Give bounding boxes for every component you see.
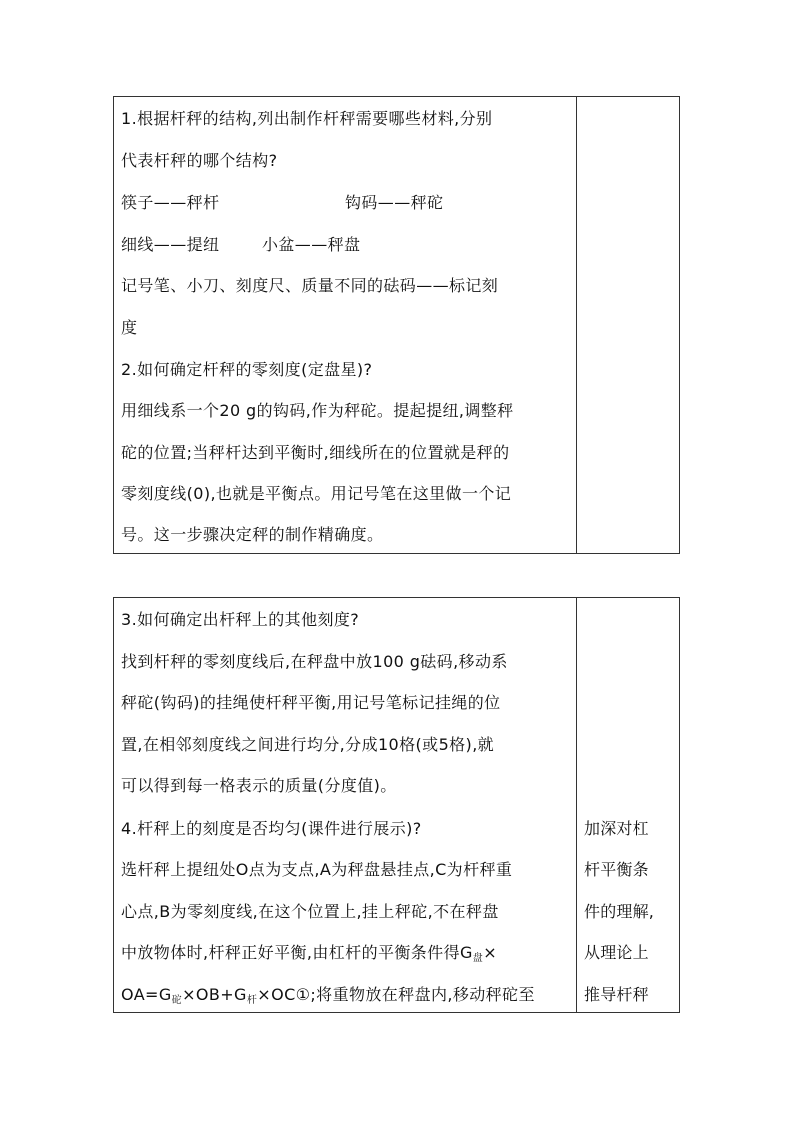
- formula-oa: OA=G: [121, 985, 172, 1004]
- formula-ob: ×OB+G: [182, 985, 247, 1004]
- column-divider: [576, 598, 577, 1012]
- answer-4-line-3: [121, 943, 497, 963]
- times-sign: ×: [483, 943, 497, 962]
- answer-2-line-4: 号。这一步骤决定秤的制作精确度。: [121, 525, 384, 544]
- answer-3-line-3: 置,在相邻刻度线之间进行均分,分成10格(或5格),就: [121, 735, 495, 754]
- note-line-5: 推导杆秤: [584, 985, 649, 1004]
- material-chopsticks: 筷子——秤杆: [121, 193, 220, 212]
- note-line-4: 从理论上: [584, 943, 649, 962]
- table-materials-zero-scale: [113, 96, 680, 554]
- subscript-pan: 盘: [472, 953, 484, 964]
- question-3: 3.如何确定出杆秤上的其他刻度?: [121, 610, 360, 629]
- answer-2-line-1: 用细线系一个20 g的钩码,作为秤砣。提起提纽,调整秤: [121, 401, 514, 420]
- note-line-3: 件的理解,: [584, 902, 655, 921]
- answer-3-line-4: 可以得到每一格表示的质量(分度值)。: [121, 776, 397, 795]
- answer-4-line-2: 心点,B为零刻度线,在这个位置上,挂上秤砣,不在秤盘: [121, 902, 499, 921]
- answer-3-line-1: 找到杆秤的零刻度线后,在秤盘中放100 g砝码,移动系: [121, 652, 508, 671]
- note-line-2: 杆平衡条: [584, 860, 649, 879]
- question-4: 4.杆秤上的刻度是否均匀(课件进行展示)?: [121, 819, 422, 838]
- note-line-1: 加深对杠: [584, 819, 649, 838]
- question-1-line-2: 代表杆秤的哪个结构?: [121, 151, 278, 170]
- column-divider: [576, 97, 577, 553]
- question-2: 2.如何确定杆秤的零刻度(定盘星)?: [121, 360, 373, 379]
- answer-2-line-2: 砣的位置;当秤杆达到平衡时,细线所在的位置就是秤的: [121, 443, 510, 462]
- answer-4-line-3-text: 中放物体时,杆秤正好平衡,由杠杆的平衡条件得G: [121, 943, 473, 962]
- table-scale-marks: [113, 597, 680, 1013]
- material-weight: 钩码——秤砣: [345, 193, 444, 212]
- material-bowl: 小盆——秤盘: [262, 235, 361, 254]
- subscript-weight: 砣: [171, 995, 183, 1006]
- formula-oc: ×OC①;将重物放在秤盘内,移动秤砣至: [257, 985, 535, 1004]
- material-tools-line-2: 度: [121, 318, 138, 337]
- subscript-rod: 杆: [246, 995, 258, 1006]
- answer-4-line-4: [121, 985, 535, 1005]
- answer-4-line-1: 选杆秤上提纽处O点为支点,A为秤盘悬挂点,C为杆秤重: [121, 860, 513, 879]
- question-1-line-1: 1.根据杆秤的结构,列出制作杆秤需要哪些材料,分别: [121, 109, 493, 128]
- material-thread: 细线——提纽: [121, 235, 220, 254]
- answer-3-line-2: 秤砣(钩码)的挂绳使杆秤平衡,用记号笔标记挂绳的位: [121, 693, 501, 712]
- material-tools-line-1: 记号笔、小刀、刻度尺、质量不同的砝码——标记刻: [121, 276, 499, 295]
- answer-2-line-3: 零刻度线(0),也就是平衡点。用记号笔在这里做一个记: [121, 484, 512, 503]
